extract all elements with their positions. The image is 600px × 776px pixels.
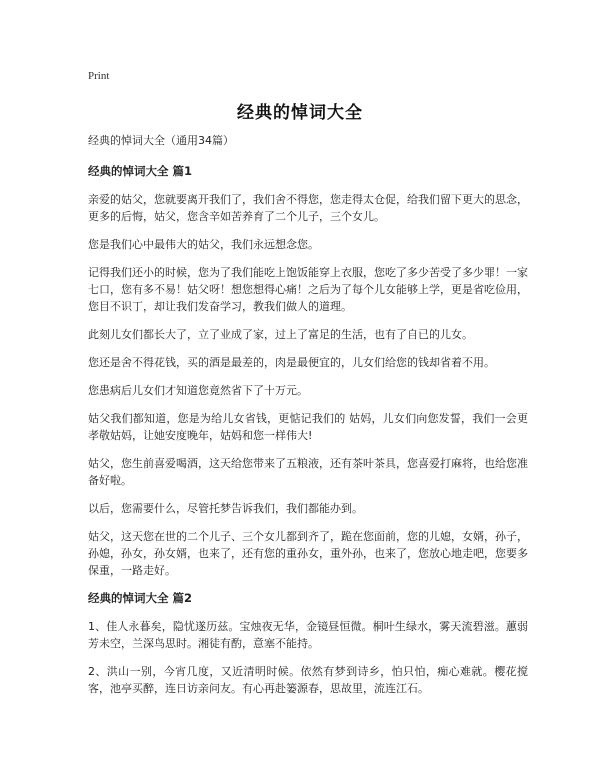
paragraph: 1、佳人永暮矣，隐忧遂历兹。宝烛夜无华，金镜昼恒微。桐叶生绿水，雾天流碧滋。蕙弱芳未空，兰深鸟思时。湘徒有酌，意塞不能持。 [88, 620, 528, 650]
paragraph: 亲爱的姑父，您就要离开我们了，我们舍不得您，您走得太仓促，给我们留下更大的思念，更多的后悔，姑父，您含辛如苦养育了二个儿子，三个女儿。 [88, 193, 528, 223]
section-heading-1: 经典的悼词大全 篇1 [88, 164, 193, 178]
document-body [88, 133, 528, 708]
paragraph: 您还是舍不得花钱，买的酒是最差的，肉是最便宜的，儿女们给您的钱却省着不用。 [88, 356, 495, 369]
paragraph: 姑父，这天您在世的二个儿子、三个女儿都到齐了，跪在您面前，您的儿媳，女婿，孙子，孙媳，孙女，孙女婿，也来了，还有您的重孙女，重外孙，也来了，您放心地走吧，您要多保重，一路走好。 [88, 530, 528, 577]
paragraph: 姑父，您生前喜爱喝酒，这天给您带来了五粮液，还有茶叶茶具，您喜爱打麻将，也给您准备好啦。 [88, 457, 528, 487]
print-label: Print [88, 70, 110, 82]
paragraph: 您患病后儿女们才知道您竟然省下了十万元。 [88, 384, 308, 397]
paragraph: 姑父我们都知道，您是为给儿女省钱，更惦记我们的 姑妈，儿女们向您发誓，我们一会更孝敬姑妈，让她安度晚年，姑妈和您一样伟大! [88, 412, 528, 442]
paragraph: 记得我们还小的时候，您为了我们能吃上饱饭能穿上衣服，您吃了多少苦受了多少罪！一家七口，您有多不易！姑父呀！想您想得心痛！之后为了每个儿女能够上学，更是省吃俭用，您目不识丁，却让我们发奋学习，教我们做人的道理。 [88, 266, 528, 313]
section-heading-2: 经典的悼词大全 篇2 [88, 591, 193, 605]
document-subtitle: 经典的悼词大全（通用34篇） [88, 134, 234, 147]
paragraph: 此刻儿女们都长大了，立了业成了家，过上了富足的生活，也有了自已的儿女。 [88, 328, 473, 341]
page-title: 经典的悼词大全 [237, 103, 363, 123]
paragraph: 您是我们心中最伟大的姑父，我们永远想念您。 [88, 238, 319, 251]
paragraph: 以后，您需要什么，尽管托梦告诉我们，我们都能办到。 [88, 502, 363, 515]
paragraph: 2、洪山一别，今宵几度，又近清明时候。依然有梦到诗乡，怕只怕，痴心难就。樱花搅客，池亭买醉，连日访亲问友。有心再赴篓源春，思故里，流连江石。 [88, 665, 528, 695]
